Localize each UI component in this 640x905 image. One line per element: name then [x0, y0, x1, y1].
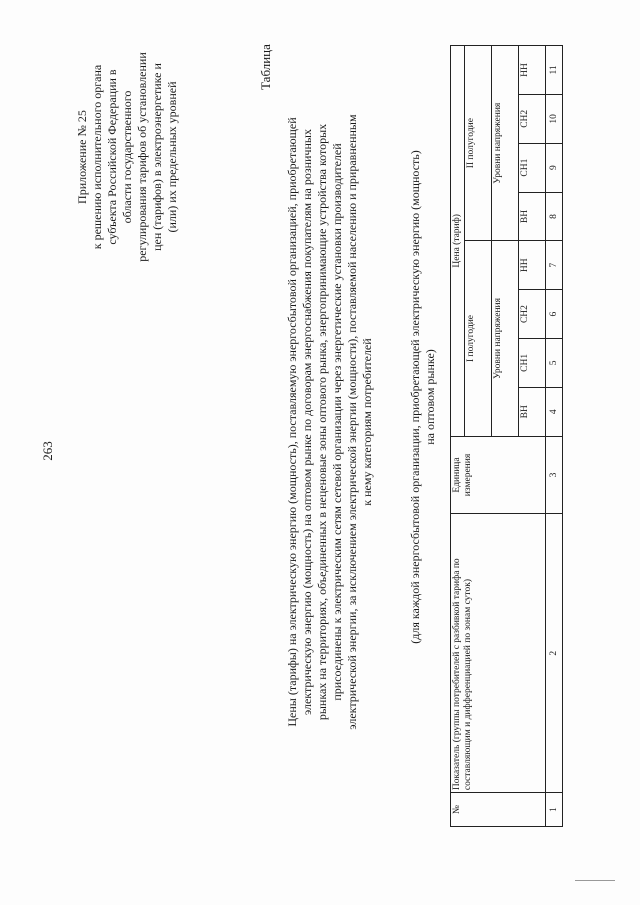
rotated-content: [40, 37, 600, 867]
level-sn2: СН2: [519, 290, 546, 339]
level-sn2: СН2: [519, 94, 546, 143]
title-line: к нему категориям потребителей: [360, 338, 374, 506]
document-subtitle: (для каждой энергосбытовой организации, приобретающей электрическую энергию (мощность) на оптовом рынке): [408, 150, 437, 644]
title-line: рынках на территориях, объединенных в неценовые зоны оптового рынка, энергопринимающие устройства которых: [315, 123, 329, 721]
header-indicator: Показатель (группы потребителей с разбивкой тарифа по составляющим и дифференциацией по зонам суток): [451, 514, 546, 793]
col-number: 2: [546, 514, 563, 793]
appendix-line: к решению исполнительного органа: [90, 64, 104, 250]
header-unit: Единица измерения: [451, 436, 546, 514]
col-number: 4: [546, 387, 563, 436]
header-num: №: [451, 793, 546, 827]
col-number: 7: [546, 241, 563, 290]
header-half1: I полугодие: [465, 241, 492, 436]
level-nn: НН: [519, 241, 546, 290]
header-voltage-levels: Уровни напряжения: [492, 46, 519, 241]
table-label: Таблица: [258, 44, 273, 90]
appendix-line: цен (тарифов) в электроэнергетике и: [150, 63, 164, 251]
title-line: электрическую энергию (мощность) на оптовом рынке по договорам энергоснабжения покупателям на розничных: [300, 129, 314, 715]
appendix-line: регулирования тарифов об установлении: [135, 52, 149, 262]
appendix-line: субъекта Российской Федерации в: [105, 69, 119, 245]
col-number: 10: [546, 94, 563, 143]
col-number: 3: [546, 436, 563, 514]
scan-mark: [575, 880, 615, 881]
document-title: [285, 97, 375, 747]
appendix-line: области государственного: [120, 90, 134, 224]
col-number: 6: [546, 290, 563, 339]
appendix-block: [75, 37, 180, 277]
col-number: 11: [546, 46, 563, 95]
level-vn: ВН: [519, 387, 546, 436]
title-line: присоединены к электрическим сетям сетевой организации через энергетические установки производителей: [330, 143, 344, 701]
header-half2: II полугодие: [465, 46, 492, 241]
level-vn: ВН: [519, 192, 546, 241]
col-number: 9: [546, 143, 563, 192]
tariff-table: [450, 45, 563, 827]
col-number: 5: [546, 338, 563, 387]
level-sn1: СН1: [519, 143, 546, 192]
appendix-title: Приложение № 25: [75, 110, 89, 204]
level-sn1: СН1: [519, 338, 546, 387]
header-voltage-levels: Уровни напряжения: [492, 241, 519, 436]
level-nn: НН: [519, 46, 546, 95]
appendix-line: (или) их предельных уровней: [165, 81, 179, 233]
title-line: электрической энергии, за исключением электрической энергии (мощности), поставляемой населению и приравненным: [345, 114, 359, 730]
title-line: Цены (тарифы) на электрическую энергию (мощность), поставляемую энергосбытовой организацией, приобретающей: [285, 117, 299, 727]
header-price: Цена (тариф): [451, 46, 465, 437]
col-number: 1: [546, 793, 563, 827]
col-number: 8: [546, 192, 563, 241]
page-number: 263: [40, 441, 55, 461]
